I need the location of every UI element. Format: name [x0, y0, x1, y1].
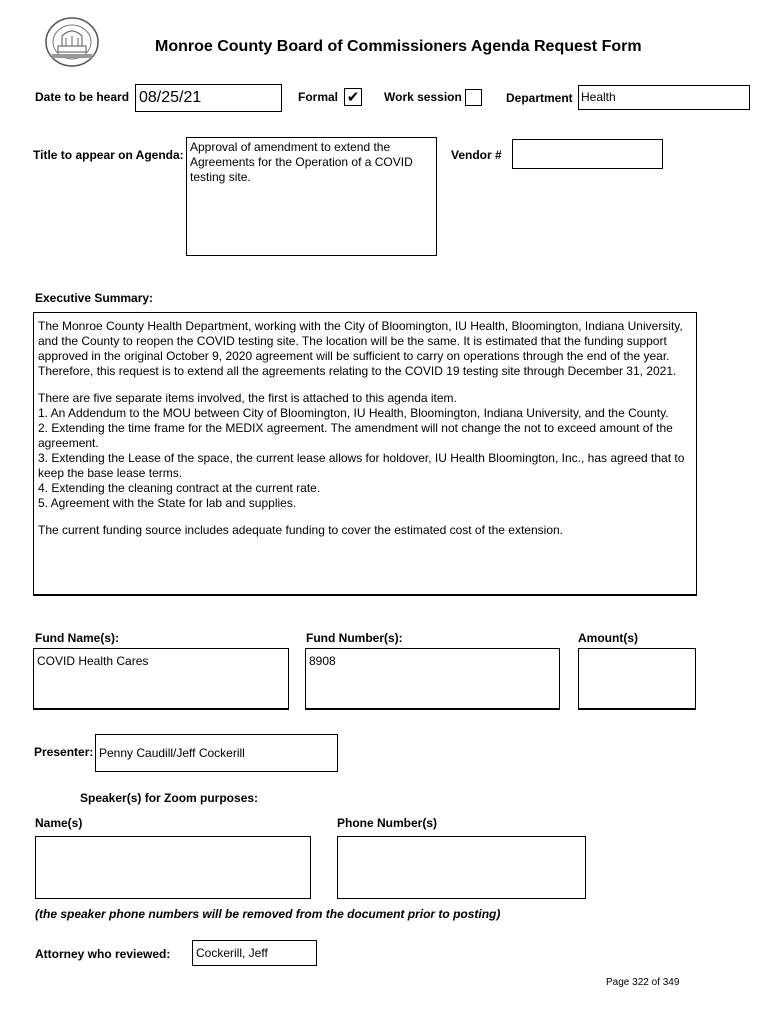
amount-value: [579, 649, 695, 653]
department-value: Health: [581, 90, 616, 104]
work-session-label: Work session: [384, 90, 462, 104]
fund-name-value: COVID Health Cares: [37, 654, 149, 668]
page-title: Monroe County Board of Commissioners Agenda Request Form: [155, 38, 642, 55]
fund-number-value: 8908: [309, 654, 336, 668]
agenda-title-value: Approval of amendment to extend the Agreements for the Operation of a COVID testing site.: [190, 140, 417, 184]
summary-item-3: 3. Extending the Lease of the space, the current lease allows for holdover, IU Health Bloomington, Inc., has agreed that to keep the base lease terms.: [38, 451, 685, 480]
speaker-names-label: Name(s): [35, 816, 83, 830]
speakers-heading: Speaker(s) for Zoom purposes:: [80, 791, 259, 805]
speaker-note: (the speaker phone numbers will be removed from the document prior to posting): [35, 907, 501, 921]
vendor-field[interactable]: [512, 139, 663, 169]
presenter-field[interactable]: [95, 734, 338, 772]
fund-number-field[interactable]: [305, 648, 560, 710]
speaker-phone-value: [338, 837, 585, 841]
attorney-label: Attorney who reviewed:: [35, 947, 171, 961]
fund-number-label: Fund Number(s):: [306, 631, 403, 645]
department-label: Department: [506, 91, 573, 105]
attorney-field[interactable]: [192, 940, 317, 966]
attorney-value: Cockerill, Jeff: [196, 946, 268, 960]
summary-paragraph-2: There are five separate items involved, the first is attached to this agenda item.: [38, 391, 457, 405]
summary-item-2: 2. Extending the time frame for the MEDIX agreement. The amendment will not change the not to exceed amount of the agreement.: [38, 421, 673, 450]
vendor-value: [513, 140, 662, 144]
amount-field[interactable]: [578, 648, 696, 710]
amount-label: Amount(s): [578, 631, 638, 645]
date-label: Date to be heard: [35, 90, 130, 104]
summary-items: [38, 406, 693, 511]
fund-name-label: Fund Name(s):: [35, 631, 119, 645]
speaker-phone-field[interactable]: [337, 836, 586, 899]
fund-name-field[interactable]: [33, 648, 289, 710]
summary-paragraph-3: The current funding source includes adequate funding to cover the estimated cost of the extension.: [38, 523, 563, 537]
date-field[interactable]: [135, 84, 282, 112]
formal-label: Formal: [298, 90, 339, 104]
department-field[interactable]: [578, 85, 750, 110]
speaker-names-field[interactable]: [35, 836, 311, 899]
county-seal: [44, 16, 100, 68]
presenter-label: Presenter:: [34, 745, 94, 759]
vendor-label: Vendor #: [451, 148, 502, 162]
agenda-title-field[interactable]: [186, 137, 437, 256]
work-session-checkbox[interactable]: [465, 89, 482, 106]
page-number: Page 322 of 349: [606, 977, 680, 988]
speaker-names-value: [36, 837, 310, 841]
formal-check-mark: ✔: [346, 89, 360, 106]
executive-summary-field[interactable]: [33, 312, 697, 596]
summary-paragraph-1: The Monroe County Health Department, working with the City of Bloomington, IU Health, Bloomington, Indiana University, and the County to reopen the COVID testing site. The location will be the same. It is estimated that the funding support approved in the original October 9, 2020 agreement will be sufficient to carry on operations through the end of the year. Therefore, this request is to extend all the agreements relating to the COVID 19 testing site through December 31, 2021.: [38, 319, 683, 378]
executive-summary-label: Executive Summary:: [35, 291, 154, 305]
summary-item-5: 5. Agreement with the State for lab and supplies.: [38, 496, 297, 510]
presenter-value: Penny Caudill/Jeff Cockerill: [99, 746, 245, 760]
date-value: 08/25/21: [139, 89, 202, 106]
agenda-title-label: Title to appear on Agenda:: [33, 148, 184, 162]
summary-item-1: 1. An Addendum to the MOU between City of Bloomington, IU Health, Bloomington, Indiana University, and the County.: [38, 406, 669, 420]
summary-item-4: 4. Extending the cleaning contract at the current rate.: [38, 481, 321, 495]
speaker-phone-label: Phone Number(s): [337, 816, 438, 830]
formal-checkbox[interactable]: [344, 88, 362, 106]
